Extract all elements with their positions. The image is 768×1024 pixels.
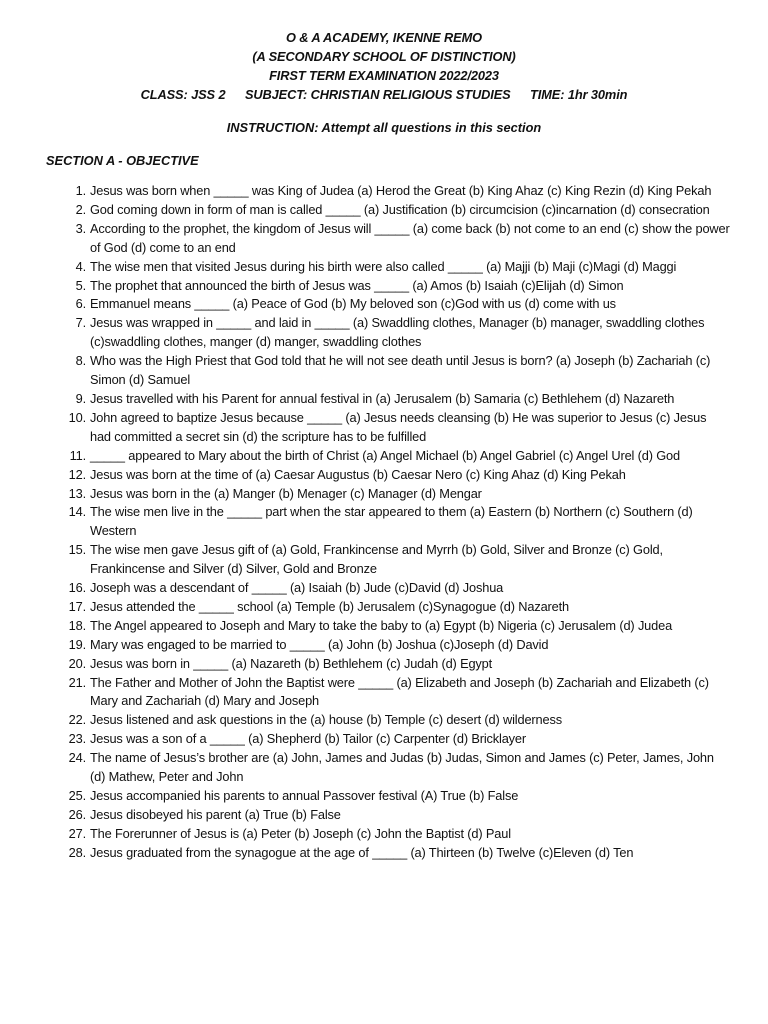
question-number: 10. [68, 409, 86, 425]
question-number: 17. [68, 598, 86, 614]
question-item [60, 277, 730, 296]
question-text: According to the prophet, the kingdom of Jesus will _____ (a) come back (b) not come to an end (c) show the power of God (d) come to an end [90, 220, 730, 255]
question-number: 4. [75, 258, 86, 274]
question-number: 5. [75, 277, 86, 293]
question-item [60, 541, 730, 579]
question-item [60, 352, 730, 390]
question-text: Jesus attended the _____ school (a) Temple (b) Jerusalem (c)Synagogue (d) Nazareth [90, 598, 569, 614]
class-label: CLASS: JSS 2 [140, 87, 226, 102]
question-text: Jesus listened and ask questions in the (a) house (b) Temple (c) desert (d) wilderness [90, 712, 562, 728]
question-number: 24. [68, 750, 86, 766]
question-item [60, 636, 730, 655]
question-number: 13. [68, 485, 86, 501]
question-number: 22. [68, 712, 86, 728]
question-number: 28. [68, 844, 86, 860]
question-item [60, 749, 730, 787]
question-item [60, 409, 730, 447]
question-number: 27. [68, 825, 86, 841]
question-text: Who was the High Priest that God told that he will not see death until Jesus is born? (a) Joseph (b) Zachariah (c) Simon (d) Samuel [90, 353, 711, 388]
question-item [60, 295, 730, 314]
question-item [60, 447, 730, 466]
question-item [60, 182, 730, 201]
question-number: 2. [75, 201, 86, 217]
instruction: INSTRUCTION: Attempt all questions in this section [226, 120, 542, 135]
question-item [60, 787, 730, 806]
question-text: Mary was engaged to be married to _____ (a) John (b) Joshua (c)Joseph (d) David [90, 636, 549, 652]
question-text: Jesus was born in the (a) Manger (b) Menager (c) Manager (d) Mengar [90, 485, 482, 501]
exam-header [0, 28, 768, 104]
subject-label: SUBJECT: CHRISTIAN RELIGIOUS STUDIES [244, 87, 511, 102]
question-number: 26. [68, 806, 86, 822]
question-text: Jesus travelled with his Parent for annual festival in (a) Jerusalem (b) Samaria (c) Bethlehem (d) Nazareth [90, 390, 675, 406]
question-number: 18. [68, 617, 86, 633]
question-item [60, 674, 730, 712]
question-list [60, 182, 730, 863]
question-number: 16. [68, 580, 86, 596]
question-number: 9. [75, 390, 86, 406]
question-text: Jesus disobeyed his parent (a) True (b) False [90, 806, 341, 822]
class-subject-time-line [0, 85, 768, 104]
question-text: Jesus was wrapped in _____ and laid in _____ (a) Swaddling clothes, Manager (b) manager, swaddling clothes (c)swaddling clothes, manger (d) manger, swaddling clothes [90, 315, 705, 350]
question-item [60, 598, 730, 617]
question-item [60, 711, 730, 730]
question-item [60, 201, 730, 220]
question-text: The wise men live in the _____ part when the star appeared to them (a) Eastern (b) Northern (c) Southern (d) Western [90, 504, 693, 539]
question-item [60, 844, 730, 863]
question-item [60, 579, 730, 598]
question-text: The wise men that visited Jesus during his birth were also called _____ (a) Majji (b) Maji (c)Magi (d) Maggi [90, 258, 677, 274]
question-item [60, 466, 730, 485]
question-item [60, 806, 730, 825]
school-tagline: (A SECONDARY SCHOOL OF DISTINCTION) [252, 49, 516, 64]
question-item [60, 314, 730, 352]
school-name: O & A ACADEMY, IKENNE REMO [285, 30, 482, 45]
question-number: 14. [68, 504, 86, 520]
question-item [60, 220, 730, 258]
question-number: 12. [68, 466, 86, 482]
question-text: The Father and Mother of John the Baptist were _____ (a) Elizabeth and Joseph (b) Zachariah and Elizabeth (c) Mary and Zachariah (d) Mary and Joseph [90, 674, 709, 709]
section-title: SECTION A - OBJECTIVE [46, 153, 199, 168]
question-number: 8. [75, 353, 86, 369]
question-text: Joseph was a descendant of _____ (a) Isaiah (b) Jude (c)David (d) Joshua [90, 580, 504, 596]
time-label: TIME: 1hr 30min [530, 87, 628, 102]
question-item [60, 655, 730, 674]
question-item [60, 503, 730, 541]
question-text: Jesus was born when _____ was King of Judea (a) Herod the Great (b) King Ahaz (c) King Rezin (d) King Pekah [90, 183, 712, 198]
question-item [60, 485, 730, 504]
question-number: 23. [68, 731, 86, 747]
question-text: Jesus was born in _____ (a) Nazareth (b) Bethlehem (c) Judah (d) Egypt [90, 655, 493, 671]
question-text: God coming down in form of man is called _____ (a) Justification (b) circumcision (c)incarnation (d) consecration [90, 201, 710, 217]
question-number: 20. [68, 655, 86, 671]
question-text: John agreed to baptize Jesus because _____ (a) Jesus needs cleansing (b) He was superior to Jesus (c) Jesus had committed a secret sin (d) the scripture has to be fulfilled [90, 409, 707, 444]
question-item [60, 730, 730, 749]
question-text: Emmanuel means _____ (a) Peace of God (b) My beloved son (c)God with us (d) come with us [90, 296, 616, 312]
question-text: The Angel appeared to Joseph and Mary to take the baby to (a) Egypt (b) Nigeria (c) Jerusalem (d) Judea [90, 617, 673, 633]
question-number: 19. [68, 636, 86, 652]
question-text: The prophet that announced the birth of Jesus was _____ (a) Amos (b) Isaiah (c)Elijah (d) Simon [90, 277, 624, 293]
question-number: 3. [75, 220, 86, 236]
question-text: The name of Jesus’s brother are (a) John, James and Judas (b) Judas, Simon and James (c) Peter, James, John (d) Mathew, Peter and John [90, 750, 714, 785]
question-text: Jesus was born at the time of (a) Caesar Augustus (b) Caesar Nero (c) King Ahaz (d) King Pekah [90, 466, 626, 482]
question-text: Jesus was a son of a _____ (a) Shepherd (b) Tailor (c) Carpenter (d) Bricklayer [90, 731, 527, 747]
question-item [60, 390, 730, 409]
question-number: 6. [75, 296, 86, 312]
question-number: 11. [69, 447, 86, 463]
question-number: 7. [75, 315, 86, 331]
question-item [60, 617, 730, 636]
question-text: _____ appeared to Mary about the birth of Christ (a) Angel Michael (b) Angel Gabriel (c) Angel Urel (d) God [90, 447, 680, 463]
exam-title: FIRST TERM EXAMINATION 2022/2023 [269, 68, 499, 83]
question-text: Jesus accompanied his parents to annual Passover festival (A) True (b) False [90, 788, 519, 803]
question-number: 21. [68, 674, 86, 690]
question-text: Jesus graduated from the synagogue at the age of _____ (a) Thirteen (b) Twelve (c)Eleven (d) Ten [90, 844, 634, 860]
question-item [60, 258, 730, 277]
question-item [60, 825, 730, 844]
question-number: 25. [68, 788, 86, 803]
question-number: 15. [68, 542, 86, 558]
question-number: 1. [75, 183, 86, 198]
question-text: The Forerunner of Jesus is (a) Peter (b) Joseph (c) John the Baptist (d) Paul [90, 825, 511, 841]
question-text: The wise men gave Jesus gift of (a) Gold, Frankincense and Myrrh (b) Gold, Silver and Bronze (c) Gold, Frankincense and Silver (d) Silver, Gold and Bronze [90, 542, 663, 577]
